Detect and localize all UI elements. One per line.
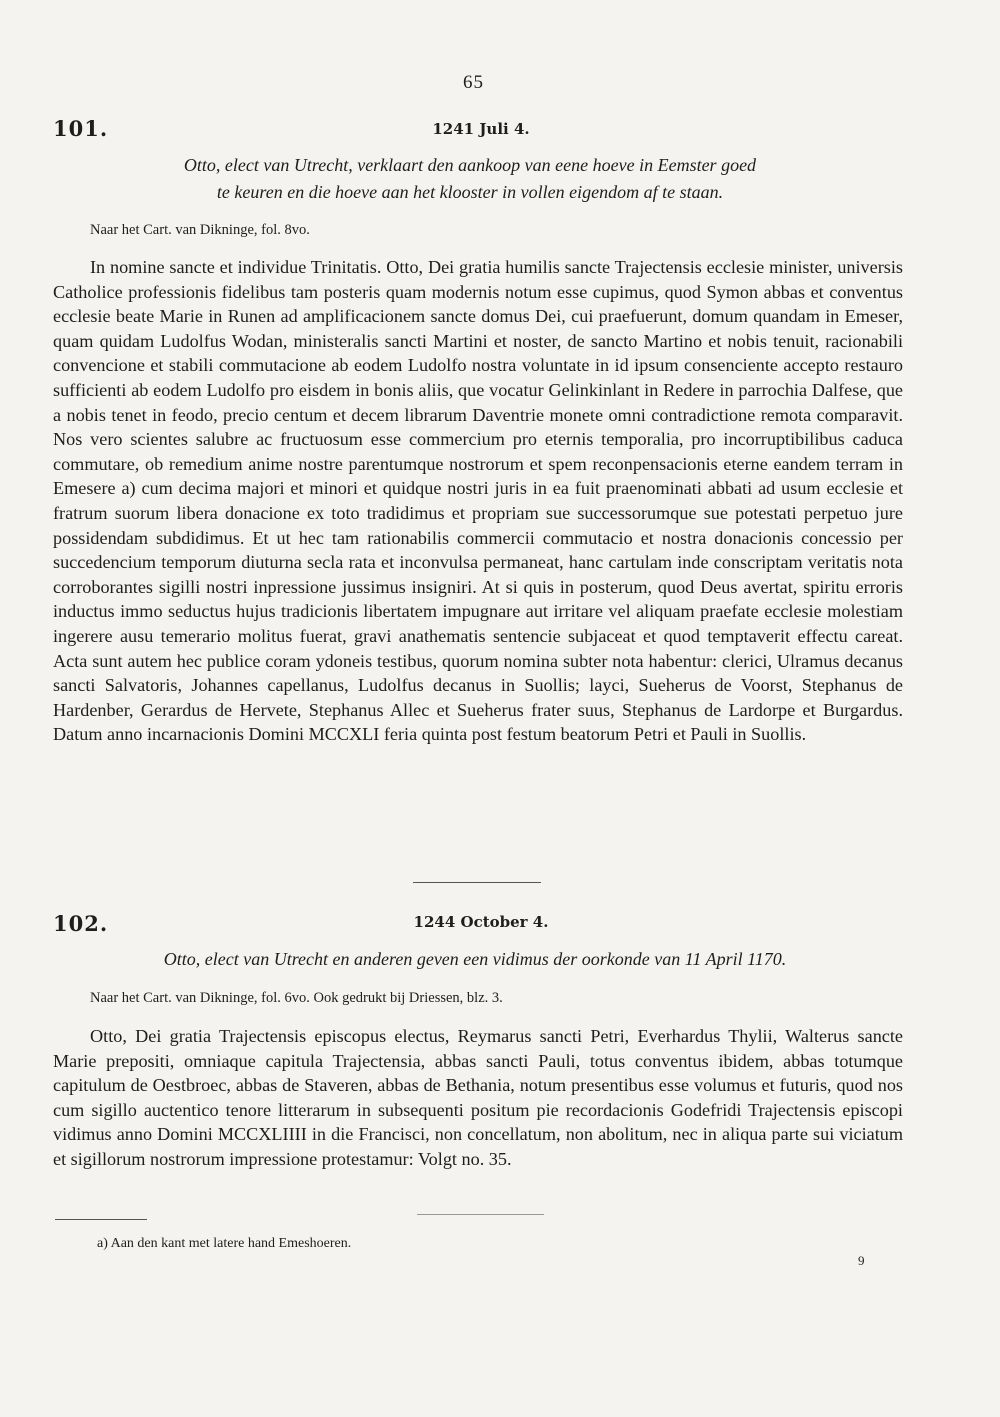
footnote-rule xyxy=(55,1219,147,1220)
entry-text-101: In nomine sancte et individue Trinitatis. Otto, Dei gratia humilis sancte Trajectensis ecclesie minister, universis Catholice professionis fidelibus tam posteris quam modernis notum esse cupimus, quod Symon abbas et conventus ecclesie beate Marie in Runen ad amplificacionem sancte domus Dei, cui praefuerunt, domum quandam in Emeser, quam quidam Ludolfus Wodan, ministeralis sancti Martini et noster, de sancto Martino et nobis tenuit, racionabili convencione et stabili commutacione ab eodem Ludolfo nostra voluntate in id ipsum consenciente accepto restauro sufficienti ab eodem Ludolfo pro eisdem in bonis aliis, que vocatur Gelinkinlant in Redere in parrochia Dalfese, que a nobis tenet in feodo, precio centum et decem librarum Daventrie monete omni contradictione remota comparavit. Nos vero scientes salubre ac fructuosum esse commercium pro eternis temporalia, pro incorruptibilibus caduca commutare, ob remedium anime nostre parentumque nostrorum et spem reconpensacionis eterne eandem terram in Emesere a) cum decima majori et minori et quidque nostri juris in ea fuit praenominati abbati ad usum ecclesie et fratrum suorum libera donacione ex toto tradidimus et propriam sue successorumque sue potestati perpetuo jure possidendam subdidimus. Et ut hec tam rationabilis commercii commutacio et nostra donacionis concessio per succedencium temporum diuturna secla rata et inconvulsa permaneat, hanc cartulam inde conscriptam veritatis nota corroborantes sigilli nostri inpressione jussimus insigniri. At si quis in posterum, quod Deus avertat, spiritu erroris inductus immo seductus hujus tradicionis libertatem impugnare aut irritare vel aliquam praefate ecclesie molestiam ingerere ausu temerario molitus fuerat, gravi anathematis sentencie subjaceat et quod temptaverit effectu careat. Acta sunt autem hec publice coram ydoneis testibus, quorum nomina subter nota habentur: clerici, Ulramus decanus sancti Salvatoris, Johannes capellanus, Ludolfus decanus in Suollis; layci, Sueherus de Voorst, Stephanus de Hardenber, Gerardus de Hervete, Stephanus Allec et Sueherus frater suus, Stephanus de Lardorpe et Burgardus. Datum anno incarnacionis Domini MCCXLI feria quinta post festum beatorum Petri et Pauli in Suollis. xyxy=(53,257,903,745)
summary-line: Otto, elect van Utrecht en anderen geven een vidimus der oorkonde van 11 April 1170. xyxy=(163,949,787,969)
signature-mark: 9 xyxy=(858,1253,865,1268)
page-number: 65 xyxy=(463,72,484,93)
entry-text-102: Otto, Dei gratia Trajectensis episcopus electus, Reymarus sancti Petri, Everhardus Thylii, Walterus sancte Marie prepositi, omniaque capitula Trajectensia, abbas sancti Pauli, totus conventus ibidem, abbas totumque capitulum de Oestbroec, abbas de Staveren, abbas de Bethania, notum presentibus esse volumus et futuris, quod nos cum sigillo auctentico tenore litterarum in subsequenti positum pie recordacionis Godefridi Trajectensis episcopi vidimus anno Domini MCCXLIIII in die Francisci, non concellatum, non abolitum, nec in aliqua parte sui viciatum et sigillorum nostrorum impressione protestamur: Volgt no. 35. xyxy=(53,1026,903,1169)
section-divider xyxy=(417,1214,544,1215)
entry-source-102: Naar het Cart. van Dikninge, fol. 6vo. Ook gedrukt bij Driessen, blz. 3. xyxy=(90,990,503,1006)
section-divider xyxy=(413,882,541,883)
entry-date-102: 1244 October 4. xyxy=(413,913,549,931)
entry-number-101: 101. xyxy=(53,116,109,141)
entry-source-101: Naar het Cart. van Dikninge, fol. 8vo. xyxy=(90,222,310,238)
summary-line: te keuren en die hoeve aan het klooster in vollen eigendom af te staan. xyxy=(216,182,724,202)
entry-date-101: 1241 Juli 4. xyxy=(432,120,530,138)
entry-number-102: 102. xyxy=(53,911,109,936)
entry-summary-102 xyxy=(80,946,870,973)
summary-line: Otto, elect van Utrecht, verklaart den aankoop van eene hoeve in Eemster goed xyxy=(183,155,757,175)
footnote: a) Aan den kant met latere hand Emeshoeren. xyxy=(97,1236,352,1251)
entry-summary-101 xyxy=(90,152,850,206)
